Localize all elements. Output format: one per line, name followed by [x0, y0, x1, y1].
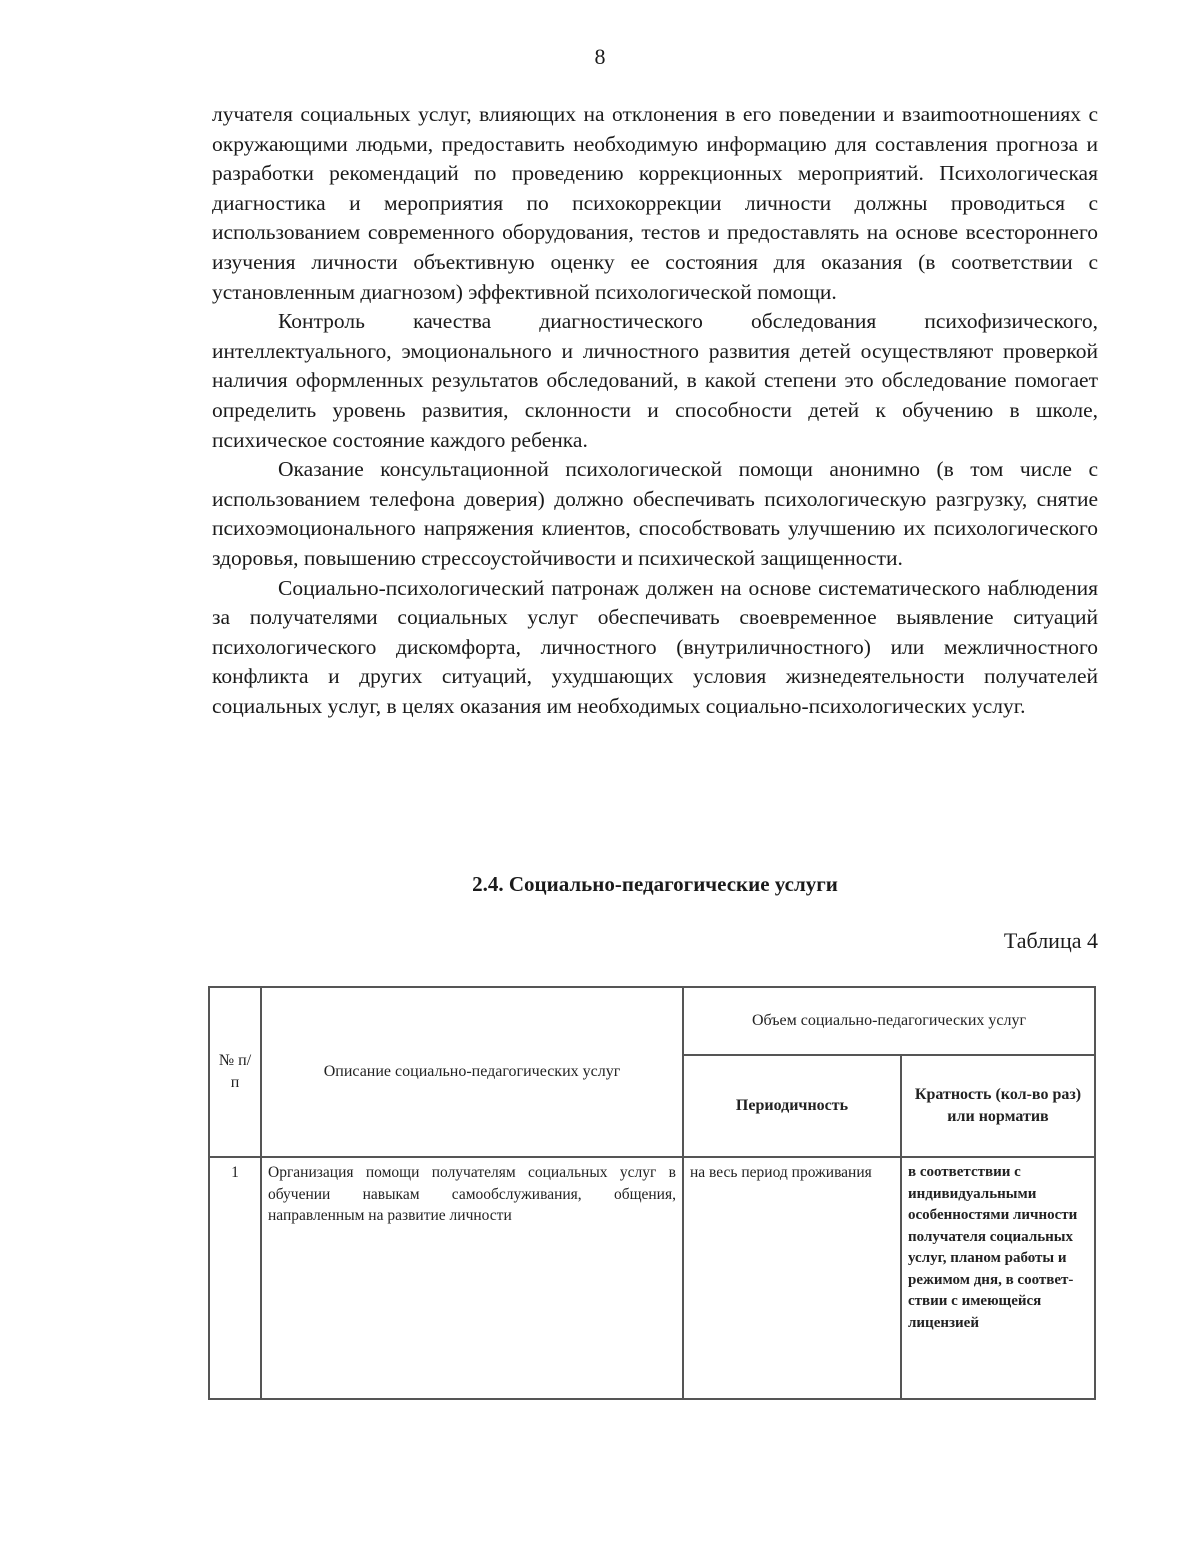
cell-description: Организация помощи получателям социальных услуг в обучении навыкам самообслуживания, общения, направленным на развитие личности: [261, 1157, 683, 1399]
header-description: Описание социально-педагогических услуг: [261, 987, 683, 1157]
table-caption: Таблица 4: [1003, 928, 1098, 953]
paragraph: лучателя социальных услуг, влияющих на отклонения в его поведении и взаиmоотношениях с окружающими людьми, предоставить необходимую информацию для составления прогноза и разработки рекомендаций по проведению коррекционных мероприятий. Психологическая диагностика и мероприятия по психокоррекции личности должны проводиться с использованием современного оборудования, тестов и предоставлять на основе всестороннего изучения личности объективную оценку ее состояния для оказания (в соответствии с установленным диагнозом) эффективной психологической помощи.: [212, 102, 1098, 304]
header-volume: Объем социально-педагогических услуг: [683, 987, 1095, 1055]
cell-num: 1: [209, 1157, 261, 1399]
paragraph: Оказание консультационной психологической помощи анонимно (в том числе с использованием телефона доверия) должно обеспечивать психологическую разгрузку, снятие психоэмоционального напряжения клиентов, способствовать улучшению их психологического здоровья, повышению стрессоустойчивости и психической защищенности.: [212, 457, 1098, 570]
paragraph: Контроль качества диагностического обследования психофизического, интеллектуального, эмоционального и личностного развития детей осуществляют проверкой наличия оформленных результатов обследований, в какой степени это обследование помогает определить уровень развития, склонности и способности детей к обучению в школе, психическое состояние каждого ребенка.: [212, 309, 1098, 452]
table-row: [209, 1157, 1095, 1399]
header-periodicity: Периодичность: [683, 1055, 901, 1157]
paragraph: Социально-психологический патронаж должен на основе систематического наблюдения за получателями социальных услуг обеспечивать своевременное выявление ситуаций психологического дискомфорта, личностного (внутриличностного) или межличностного конфликта и других ситуаций, ухудшающих условия жизнедеятельности получателей социальных услуг, в целях оказания им необходимых социально-психологических услуг.: [212, 575, 1098, 718]
header-num: № п/п: [209, 987, 261, 1157]
body-text: [212, 100, 1098, 721]
services-table: [208, 986, 1096, 1400]
cell-periodicity: на весь период проживания: [683, 1157, 901, 1399]
cell-frequency: в соответствии с индивидуальными особенностями личности получателя социальных услуг, планом работы и режимом дня, в соответствии с имеющейся лицензией: [901, 1157, 1095, 1399]
page-number: 8: [594, 44, 606, 69]
section-heading: 2.4. Социально-педагогические услуги: [472, 872, 838, 896]
header-frequency: Кратность (кол-во раз) или норматив: [901, 1055, 1095, 1157]
